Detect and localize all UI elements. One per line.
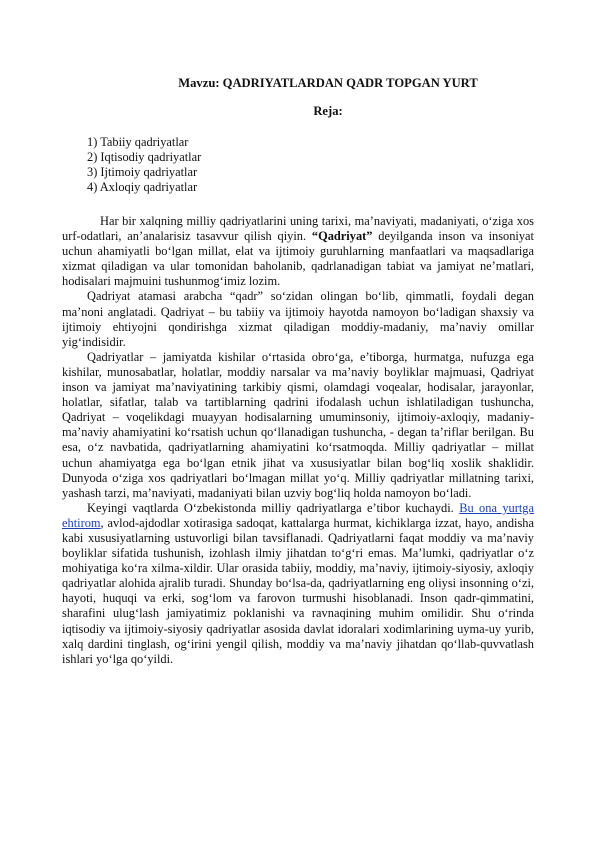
plan-item: 4) Axloqiy qadriyatlar <box>87 180 198 195</box>
paragraph-intro <box>62 214 534 289</box>
paragraph-values: Qadriyatlar – jamiyatda kishilar o‘rtasida obro‘ga, e’tiborga, hurmatga, nufuzga ega kishilar, munosabatlar, holatlar, moddiy narsalar va ma’naviy boyliklar majmuasi, Qadriyat inson va jamiyat ma’naviyatining tarkibiy qismi, olamdagi voqealar, hodisalar, jarayonlar, holatlar, sifatlar, talab va tartiblarning qadrini ifodalash uchun ishlatiladigan tushuncha, Qadriyat – voqelikdagi muayyan hodisalarning umuminsoniy, ijtimoiy-axloqiy, madaniy-ma’naviy ahamiyatini ko‘rsatish uchun qo‘llanadigan tushuncha, - degan ta’riflar berilgan. Bu esa, o‘z navbatida, qadriyatlarning ahamiyatini ko‘rsatmoqda. Milliy qadriyatlar – millat uchun ahamiyatga ega bo‘lgan etnik jihat va xususiyatlar bilan bog‘liq xoslik shaklidir. Dunyoda o‘ziga xos qadriyatlari bo‘lmagan millat yo‘q. Milliy qadriyatlar millatning tarixi, yashash tarzi, ma’naviyati, madaniyati bilan uzviy bog‘liq holda namoyon bo‘ladi. <box>62 349 534 500</box>
paragraph-text: , avlod-ajdodlar xotirasiga sadoqat, kattalarga hurmat, kichiklarga izzat, hayo, andisha kabi xususiyatlarning ustuvorligi bilan tavsiflanadi. Qadriyatlarni faqat moddiy va ma’naviy boyliklar sifatida tushunish, izohlash ilmiy jihatdan to‘g‘ri emas. Ma’lumki, qadriyatlar o‘z mohiyatiga ko‘ra xilma-xildir. Ular orasida tabiiy, moddiy, ma’naviy, ijtimoiy-siyosiy, axloqiy qadriyatlar alohida ajralib turadi. Shunday bo‘lsa-da, qadriyatlarning eng oliysi insonning o‘zi, hayoti, huquqi va erki, sog‘lom va farovon turmushi hisoblanadi. Inson qadr-qimmatini, sharafini ulug‘lash jamiyatimiz poklanishi va ravnaqining muhim omilidir. Shu o‘rinda iqtisodiy va ijtimoiy-siyosiy qadriyatlar asosida davlat idoralari xodimlarining uyma-uy yurib, xalq dardini tinglash, og‘irini yengil qilish, moddiy va ma’naviy jihatdan qo‘llab-quvvatlash ishlari yo‘lga qo‘yildi. <box>62 515 534 666</box>
hyperlink[interactable]: Bu ona yurtga ehtirom <box>62 500 535 530</box>
page-title: Mavzu: QADRIYATLARDAN QADR TOPGAN YURT <box>178 76 478 90</box>
paragraph-text: Keyingi vaqtlarda O‘zbekistonda milliy qadriyatlarga e’tibor kuchaydi. <box>87 500 460 515</box>
plan-heading: Reja: <box>313 104 343 118</box>
plan-item: 2) Iqtisodiy qadriyatlar <box>87 150 202 165</box>
paragraph-text: deyilganda inson va insoniyat uchun ahamiyatli bo‘lgan millat, elat va ijtimoiy guruhlarning manfaatlari va maqsadlariga xizmat qiladigan va ular tomonidan baholanib, qadrlanadigan tabiat va jamiyat ne’matlari, hodisalari majmuini tushunmog‘imiz lozim. <box>62 229 534 289</box>
paragraph-recent <box>62 501 534 667</box>
plan-item: 1) Tabiiy qadriyatlar <box>87 135 189 149</box>
bold-term: “Qadriyat” <box>311 229 373 244</box>
plan-item: 3) Ijtimoiy qadriyatlar <box>87 165 198 180</box>
paragraph-text: Har bir xalqning milliy qadriyatlarini uning tarixi, ma’naviyati, madaniyati, o‘ziga xos urf-odatlari, an’analarisiz tasavvur qilish qiyin. <box>62 214 534 244</box>
paragraph-definition: Qadriyat atamasi arabcha “qadr” so‘zidan olingan bo‘lib, qimmatli, foydali degan ma’noni anglatadi. Qadriyat – bu tabiiy va ijtimoiy hayotda namoyon bo‘ladigan shaxsiy va ijtimoiy ehtiyojni qondirishga xizmat qiladigan moddiy-madaniy, ma’naviy omillar yig‘indisidir. <box>62 289 534 349</box>
plan-list <box>87 135 201 195</box>
body-text <box>62 214 534 667</box>
